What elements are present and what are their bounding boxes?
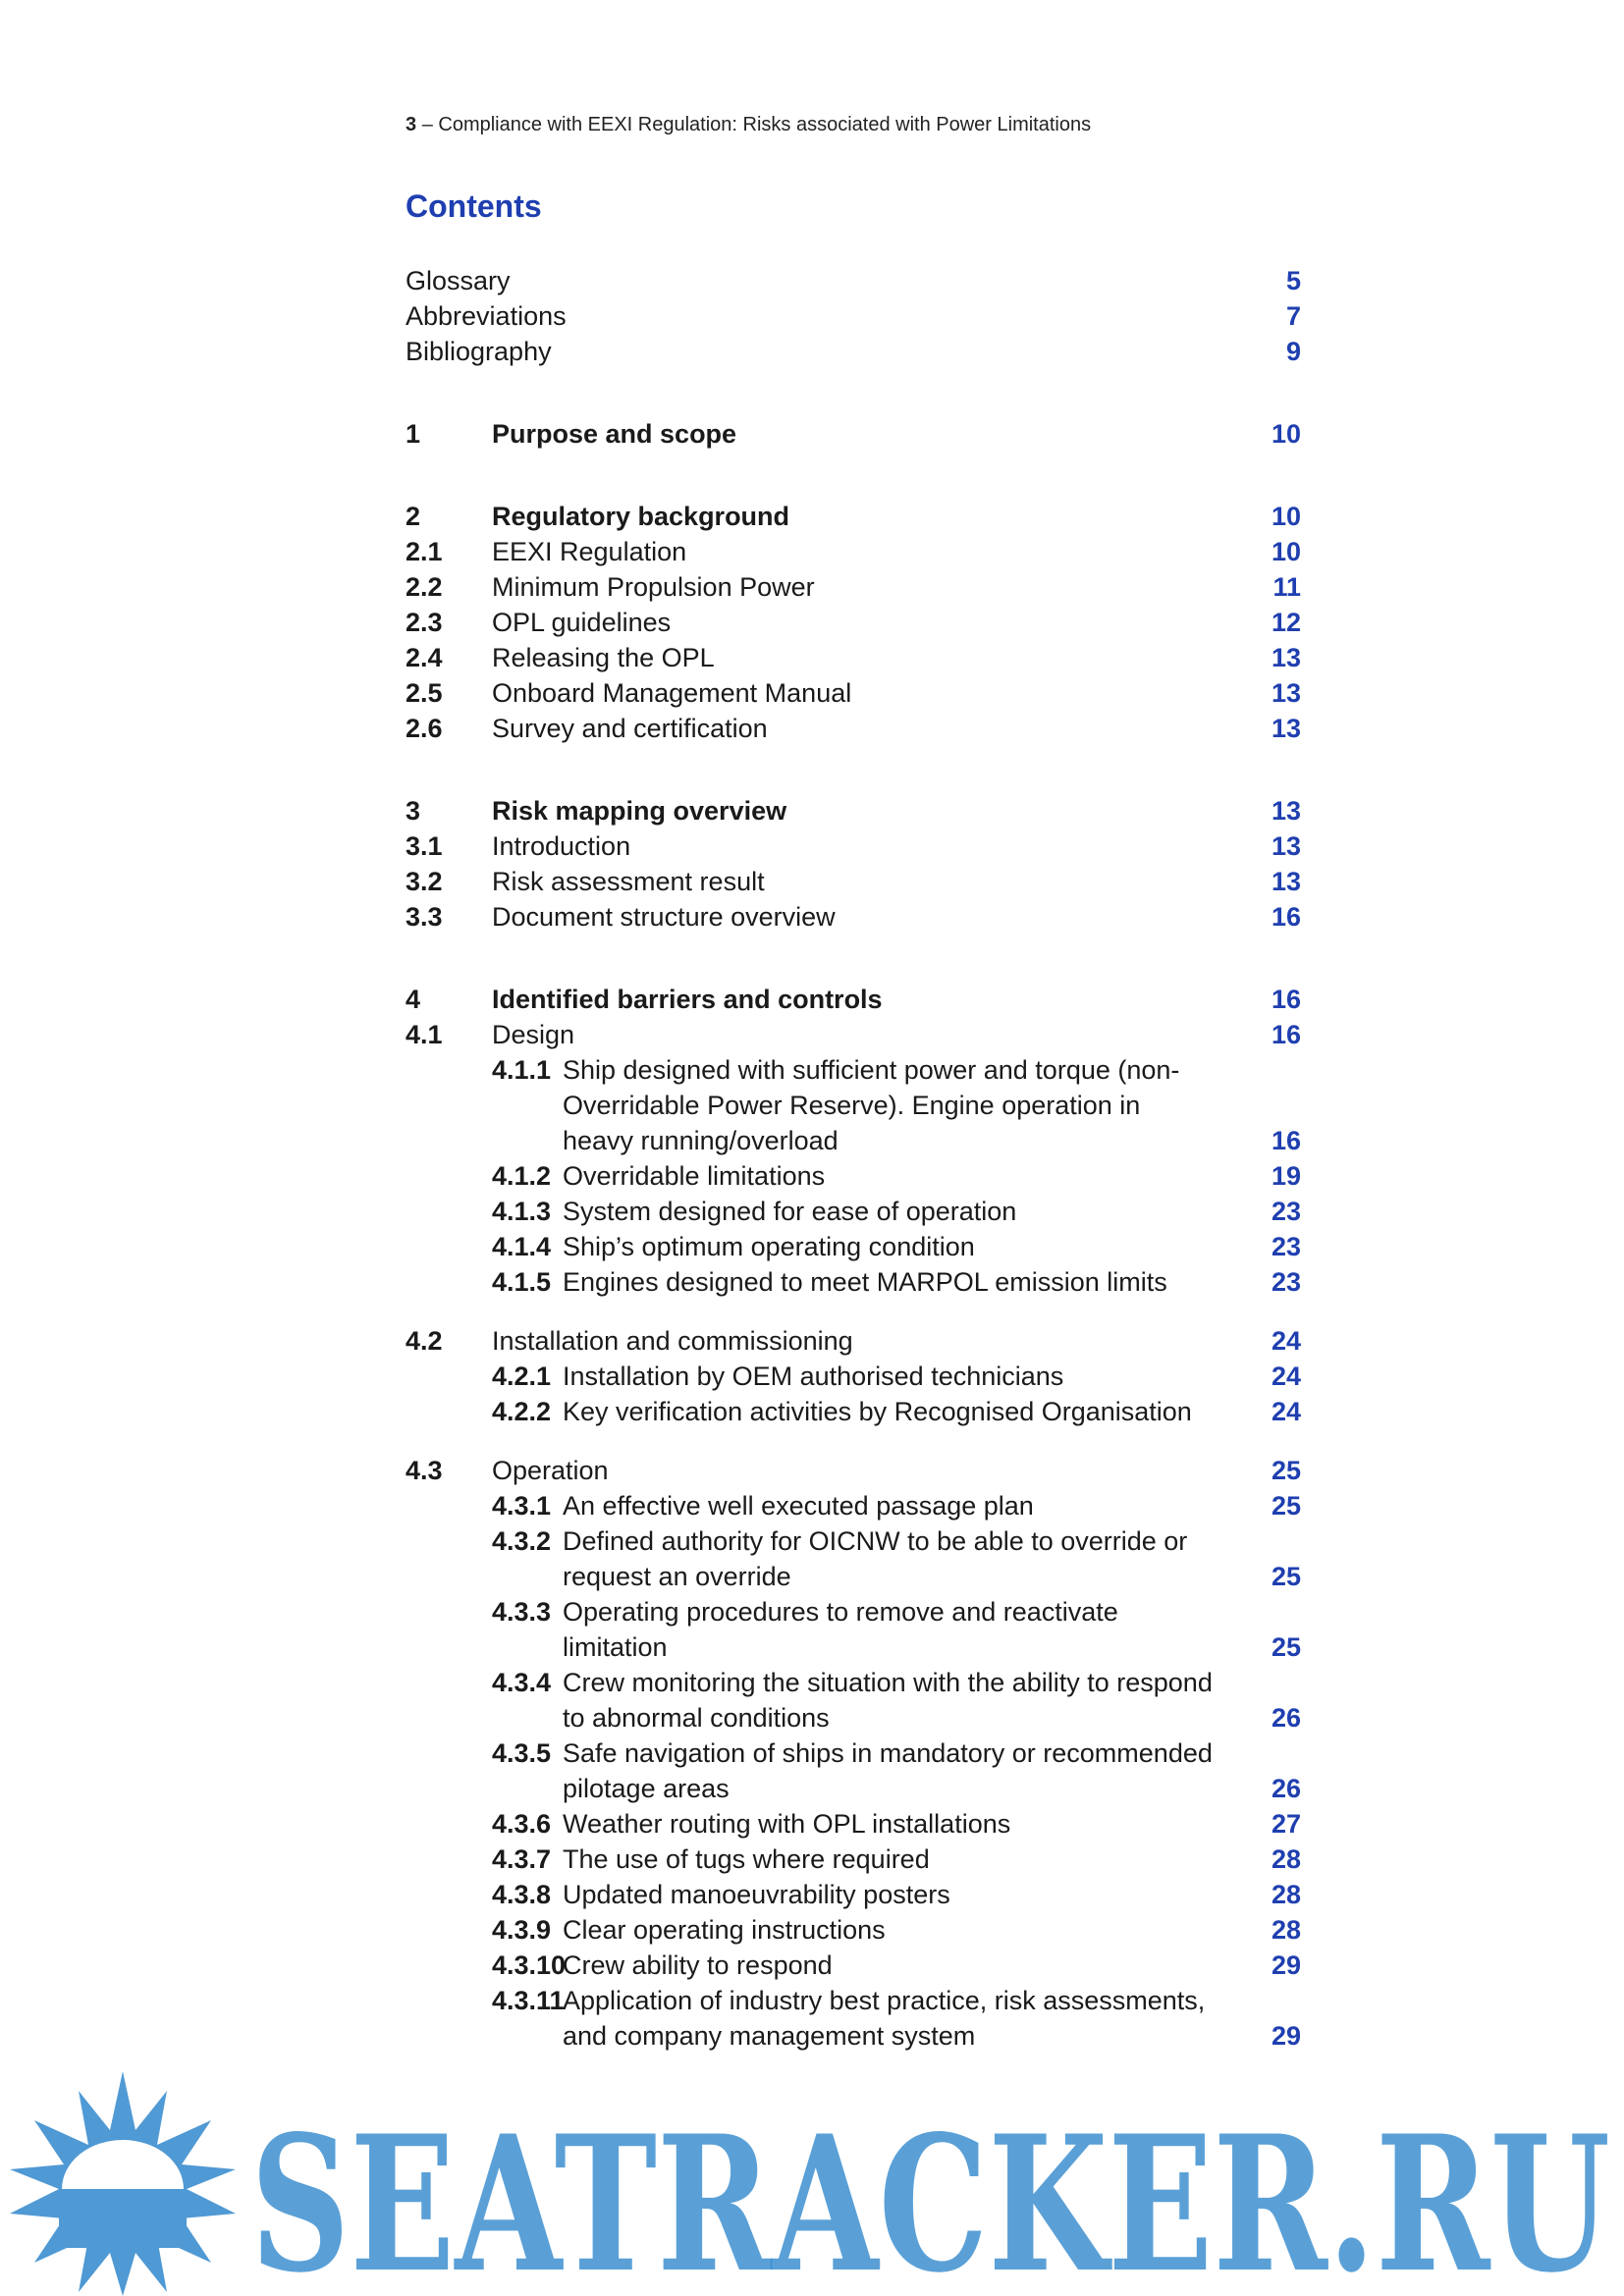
toc-subsection-4-3-11[interactable] [406,1983,1301,2054]
toc-entry-page: 26 [1271,1774,1301,1803]
toc-section-2-4[interactable] [406,640,1301,675]
toc-entry-title: Engines designed to meet MARPOL emission limits [563,1267,1167,1297]
sun-logo-icon [10,2071,236,2296]
watermark-text: SEATRACKER.RU [250,2095,1610,2296]
toc-section-4-3[interactable] [406,1453,1301,1488]
toc-entry-title: Releasing the OPL [492,643,715,672]
toc-entry-title: EEXI Regulation [492,537,687,566]
header-document-title: Compliance with EEXI Regulation: Risks associated with Power Limitations [438,114,1092,135]
toc-entry-title: Minimum Propulsion Power [492,572,815,602]
toc-subsection-4-1-5[interactable] [406,1264,1301,1300]
toc-entry-title: Survey and certification [492,714,768,743]
toc-entry-title: Safe navigation of ships in mandatory or recommended pilotage areas [563,1738,1213,1803]
toc-entry-page: 16 [1271,985,1301,1014]
toc-entry-page: 24 [1271,1362,1301,1391]
toc-subsection-4-2-1[interactable] [406,1359,1301,1394]
toc-entry-number: 2.4 [406,643,443,672]
toc-entry-page: 5 [1285,266,1301,295]
toc-entry-title: Glossary [406,266,511,295]
toc-entry-page: 27 [1271,1809,1301,1839]
toc-entry-page: 13 [1271,867,1301,896]
toc-entry-page: 13 [1271,643,1301,672]
toc-entry-number: 3.3 [406,902,443,932]
toc-entry-number: 1 [406,419,421,449]
toc-entry-number: 4.1.3 [492,1197,552,1226]
toc-subsection-4-2-2[interactable] [406,1394,1301,1429]
toc-entry-title: OPL guidelines [492,608,672,637]
toc-entry-page: 25 [1271,1491,1301,1521]
toc-entry-title: Defined authority for OICNW to be able to override or request an override [563,1526,1188,1591]
toc-entry-page: 28 [1271,1844,1301,1874]
toc-entry-number: 4.3.8 [492,1880,552,1909]
toc-entry-number: 3.2 [406,867,443,896]
toc-entry-page: 19 [1271,1161,1301,1191]
toc-entry-number: 4.3.1 [492,1491,552,1521]
toc-subsection-4-3-6[interactable] [406,1806,1301,1842]
toc-entry-glossary[interactable] [406,263,1301,298]
toc-entry-title: Ship designed with sufficient power and torque (non-Overridable Power Reserve). Engine operation in heavy running/overload [563,1055,1180,1155]
toc-entry-number: 4.3.10 [492,1950,567,1980]
toc-entry-page: 23 [1271,1267,1301,1297]
toc-chapter-3[interactable] [406,793,1301,828]
toc-entry-number: 4.3.2 [492,1526,552,1556]
toc-entry-page: 29 [1271,2021,1301,2051]
toc-entry-number: 4.3.5 [492,1738,552,1768]
toc-section-3-3[interactable] [406,899,1301,934]
toc-chapter-1[interactable] [406,416,1301,452]
toc-entry-page: 25 [1271,1632,1301,1662]
toc-entry-abbreviations[interactable] [406,298,1301,334]
toc-subsection-4-1-2[interactable] [406,1158,1301,1194]
toc-entry-title: The use of tugs where required [563,1844,930,1874]
toc-entry-page: 11 [1272,572,1301,602]
toc-section-2-2[interactable] [406,569,1301,605]
toc-entry-title: Weather routing with OPL installations [563,1809,1011,1839]
toc-entry-page: 25 [1271,1562,1301,1591]
toc-entry-number: 4.1.1 [492,1055,552,1085]
toc-entry-number: 2.3 [406,608,443,637]
toc-entry-page: 16 [1271,1020,1301,1049]
toc-subsection-4-3-1[interactable] [406,1488,1301,1523]
toc-entry-title: Purpose and scope [492,419,737,449]
toc-entry-page: 16 [1271,1126,1301,1155]
toc-entry-number: 4.1.2 [492,1161,552,1191]
toc-entry-number: 4.2.1 [492,1362,552,1391]
toc-entry-title: Document structure overview [492,902,836,932]
toc-entry-page: 26 [1271,1703,1301,1733]
toc-entry-page: 10 [1271,419,1301,449]
toc-entry-number: 4.1 [406,1020,443,1049]
toc-entry-page: 29 [1271,1950,1301,1980]
table-of-contents [406,263,1301,2054]
toc-entry-page: 13 [1271,678,1301,708]
toc-entry-title: Bibliography [406,337,552,366]
toc-entry-title: Risk assessment result [492,867,765,896]
toc-entry-page: 13 [1271,714,1301,743]
toc-entry-title: Application of industry best practice, risk assessments, and company management system [563,1986,1206,2051]
toc-entry-title: Identified barriers and controls [492,985,883,1014]
toc-entry-title: Regulatory background [492,502,790,531]
toc-entry-page: 23 [1271,1232,1301,1261]
toc-section-4-2[interactable] [406,1323,1301,1359]
toc-entry-page: 28 [1271,1880,1301,1909]
toc-subsection-4-1-1[interactable] [406,1052,1301,1158]
toc-entry-title: Ship’s optimum operating condition [563,1232,975,1261]
toc-subsection-4-3-3[interactable] [406,1594,1301,1665]
toc-entry-title: System designed for ease of operation [563,1197,1017,1226]
toc-section-3-1[interactable] [406,828,1301,864]
toc-section-4-1[interactable] [406,1017,1301,1052]
toc-entry-bibliography[interactable] [406,334,1301,369]
header-page-number: 3 [406,114,417,135]
toc-entry-page: 23 [1271,1197,1301,1226]
toc-subsection-4-3-2[interactable] [406,1523,1301,1594]
toc-section-2-6[interactable] [406,711,1301,746]
toc-entry-title: Onboard Management Manual [492,678,852,708]
toc-entry-page: 12 [1271,608,1301,637]
toc-entry-number: 4.1.5 [492,1267,552,1297]
toc-entry-number: 2.1 [406,537,443,566]
toc-entry-title: An effective well executed passage plan [563,1491,1034,1521]
toc-section-2-5[interactable] [406,675,1301,711]
running-header [406,114,1091,136]
toc-entry-title: Crew ability to respond [563,1950,833,1980]
toc-entry-number: 4.3.6 [492,1809,552,1839]
toc-subsection-4-3-9[interactable] [406,1912,1301,1948]
toc-subsection-4-3-5[interactable] [406,1735,1301,1806]
toc-section-2-3[interactable] [406,605,1301,640]
toc-entry-page: 7 [1285,301,1301,331]
toc-entry-page: 10 [1271,537,1301,566]
toc-entry-title: Operation [492,1456,609,1485]
toc-entry-page: 25 [1271,1456,1301,1485]
toc-entry-title: Introduction [492,831,631,861]
toc-entry-title: Installation and commissioning [492,1326,853,1356]
toc-entry-page: 24 [1271,1397,1301,1426]
toc-entry-number: 2.5 [406,678,443,708]
toc-entry-number: 3 [406,796,421,826]
toc-section-2-1[interactable] [406,534,1301,569]
header-separator: – [421,114,433,135]
toc-entry-number: 3.1 [406,831,443,861]
toc-entry-title: Key verification activities by Recognised Organisation [563,1397,1192,1426]
toc-entry-title: Clear operating instructions [563,1915,886,1945]
toc-entry-page: 13 [1271,831,1301,861]
toc-entry-title: Abbreviations [406,301,567,331]
toc-entry-title: Operating procedures to remove and reactivate limitation [563,1597,1118,1662]
toc-chapter-2[interactable] [406,499,1301,534]
toc-entry-page: 24 [1271,1326,1301,1356]
toc-subsection-4-3-7[interactable] [406,1842,1301,1877]
toc-entry-title: Crew monitoring the situation with the ability to respond to abnormal conditions [563,1668,1213,1733]
toc-entry-page: 28 [1271,1915,1301,1945]
toc-entry-number: 4.3.4 [492,1668,552,1697]
toc-entry-number: 4.3.9 [492,1915,552,1945]
toc-subsection-4-3-10[interactable] [406,1948,1301,1983]
toc-chapter-4[interactable] [406,982,1301,1017]
toc-entry-title: Installation by OEM authorised technicians [563,1362,1064,1391]
toc-subsection-4-3-4[interactable] [406,1665,1301,1735]
toc-entry-number: 4 [406,985,421,1014]
toc-entry-page: 16 [1271,902,1301,932]
toc-entry-number: 4.3.3 [492,1597,552,1627]
toc-entry-page: 10 [1271,502,1301,531]
toc-entry-number: 4.2 [406,1326,443,1356]
toc-entry-number: 4.1.4 [492,1232,552,1261]
toc-entry-number: 4.3 [406,1456,443,1485]
toc-entry-title: Updated manoeuvrability posters [563,1880,950,1909]
contents-heading: Contents [406,188,542,224]
toc-entry-title: Design [492,1020,575,1049]
toc-entry-page: 9 [1285,337,1301,366]
toc-entry-number: 2.6 [406,714,443,743]
seatracker-watermark [0,2052,1624,2296]
toc-entry-number: 4.3.7 [492,1844,552,1874]
toc-subsection-4-1-4[interactable] [406,1229,1301,1264]
toc-entry-title: Overridable limitations [563,1161,826,1191]
toc-subsection-4-3-8[interactable] [406,1877,1301,1912]
toc-entry-number: 2 [406,502,421,531]
toc-entry-page: 13 [1271,796,1301,826]
toc-subsection-4-1-3[interactable] [406,1194,1301,1229]
toc-entry-number: 4.2.2 [492,1397,552,1426]
toc-entry-title: Risk mapping overview [492,796,787,826]
toc-entry-number: 2.2 [406,572,443,602]
toc-entry-number: 4.3.11 [492,1986,565,2015]
toc-section-3-2[interactable] [406,864,1301,899]
